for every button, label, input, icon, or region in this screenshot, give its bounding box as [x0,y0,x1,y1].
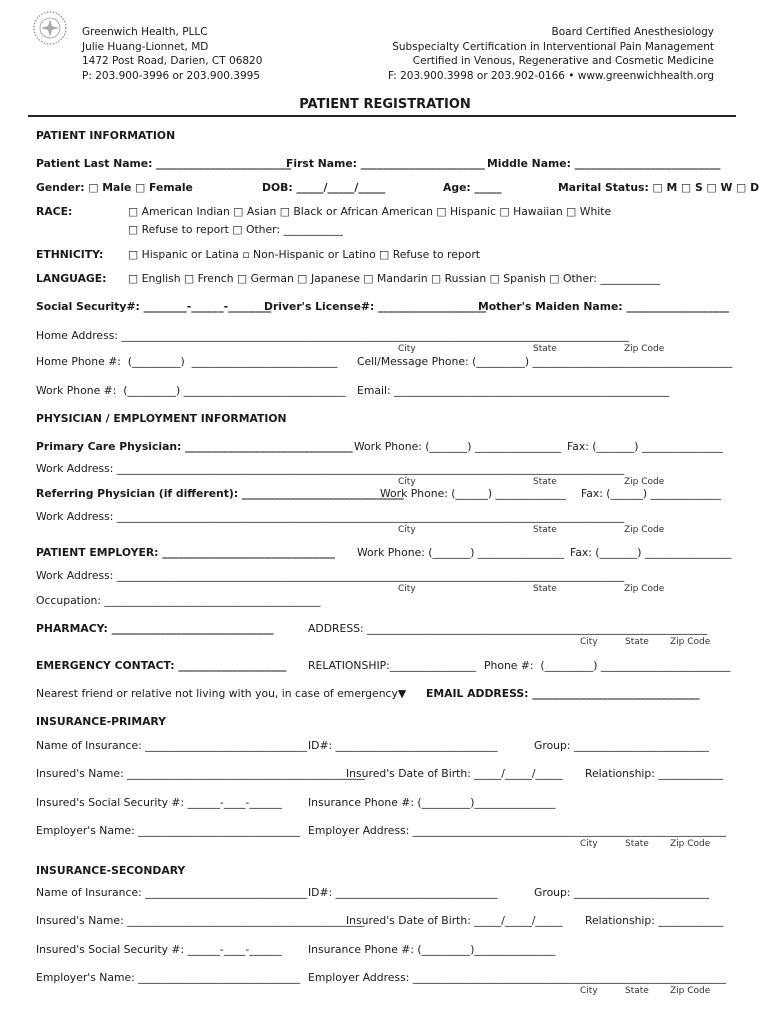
form-field[interactable]: Work Address: ______________________________________________________________________________________________ [36,462,625,475]
practice-info-line: 1472 Post Road, Darien, CT 06820 [82,55,263,67]
form-field[interactable]: Fax: (_______) _______________ [567,440,723,453]
form-field[interactable]: DOB: _____/_____/_____ [262,181,386,194]
form-field[interactable]: Mother's Maiden Name: ___________________ [478,300,729,313]
address-sublabel: Zip Code [670,839,711,849]
form-field[interactable]: Insurance Phone #: (_________)_______________ [308,943,556,956]
form-field[interactable]: PATIENT EMPLOYER: ________________________________ [36,546,336,559]
form-field[interactable]: Home Phone #: (_________) ___________________________ [36,355,338,368]
address-sublabel: State [533,584,557,594]
form-field[interactable]: □ American Indian □ Asian □ Black or African American □ Hispanic □ Hawaiian □ White [128,205,612,218]
form-field[interactable]: Referring Physician (if different): ______________________________ [36,487,404,500]
form-field[interactable]: Work Address: ______________________________________________________________________________________________ [36,569,625,582]
address-sublabel: Zip Code [624,525,665,535]
form-field[interactable]: □ Refuse to report □ Other: ___________ [128,223,343,236]
form-field[interactable]: Insured's Date of Birth: _____/_____/_____ [346,914,563,927]
address-sublabel: State [533,344,557,354]
section-heading: PHYSICIAN / EMPLOYMENT INFORMATION [36,412,287,425]
address-sublabel: State [625,637,649,647]
form-field[interactable]: Group: _________________________ [534,739,709,752]
form-field[interactable]: EMAIL ADDRESS: _______________________________ [426,687,700,700]
address-sublabel: City [580,986,598,996]
form-field[interactable]: Insured's Social Security #: ______-____-______ [36,796,282,809]
form-field[interactable]: ID#: ______________________________ [308,886,498,899]
address-sublabel: Zip Code [624,477,665,487]
form-field[interactable]: Employer's Name: ______________________________ [36,824,301,837]
form-field[interactable]: Work Phone #: (_________) ______________________________ [36,384,346,397]
address-sublabel: Zip Code [624,584,665,594]
form-field[interactable]: LANGUAGE: [36,272,107,285]
title-rule [28,115,736,117]
address-sublabel: State [533,525,557,535]
form-field[interactable]: Name of Insurance: ______________________________ [36,739,308,752]
form-field[interactable]: Fax: (______) _____________ [581,487,721,500]
practice-info-line: Greenwich Health, PLLC [82,26,208,38]
form-field[interactable]: Employer's Name: ______________________________ [36,971,301,984]
form-field[interactable]: Insured's Name: ____________________________________________ [36,767,365,780]
page-title: PATIENT REGISTRATION [299,97,471,112]
form-field[interactable]: Relationship: ____________ [585,767,724,780]
form-field[interactable]: Insured's Name: ____________________________________________ [36,914,365,927]
form-field[interactable]: Work Phone: (_______) ________________ [354,440,562,453]
form-field[interactable]: Email: ___________________________________________________ [357,384,670,397]
credentials-line: Board Certified Anesthesiology [551,26,714,38]
form-field[interactable]: ETHNICITY: [36,248,104,261]
form-field[interactable]: Name of Insurance: ______________________________ [36,886,308,899]
form-field[interactable]: Work Phone: (_______) ________________ [357,546,565,559]
form-field[interactable]: Employer Address: __________________________________________________________ [308,971,726,984]
credentials-line: Certified in Venous, Regenerative and Cosmetic Medicine [412,55,714,67]
address-sublabel: Zip Code [670,637,711,647]
form-field[interactable]: EMERGENCY CONTACT: ____________________ [36,659,287,672]
address-sublabel: Zip Code [670,986,711,996]
form-field[interactable]: Social Security#: ________-______-________ [36,300,272,313]
address-sublabel: City [398,525,416,535]
address-sublabel: City [398,477,416,487]
address-sublabel: Zip Code [624,344,665,354]
credentials-line: Subspecialty Certification in Interventional Pain Management [392,40,714,53]
practice-info-line: Julie Huang-Lionnet, MD [82,40,209,53]
section-heading: PATIENT INFORMATION [36,129,176,142]
form-field[interactable]: Home Address: ______________________________________________________________________________________________ [36,329,629,342]
form-field[interactable]: Primary Care Physician: _______________________________ [36,440,353,453]
form-field[interactable]: Occupation: ________________________________________ [36,594,321,607]
form-field[interactable]: Work Phone: (______) _____________ [380,487,566,500]
form-field[interactable]: PHARMACY: ______________________________ [36,622,274,635]
address-sublabel: City [580,637,598,647]
form-field[interactable]: Patient Last Name: _________________________ [36,157,292,170]
form-field[interactable]: □ Hispanic or Latina ▫ Non-Hispanic or Latino □ Refuse to report [128,248,480,261]
section-heading: INSURANCE-PRIMARY [36,715,166,728]
form-field[interactable]: ADDRESS: _______________________________________________________________ [308,622,708,635]
address-sublabel: State [533,477,557,487]
form-field[interactable]: Relationship: ____________ [585,914,724,927]
form-field[interactable]: □ English □ French □ German □ Japanese □ Mandarin □ Russian □ Spanish □ Other: ___________ [128,272,660,285]
practice-info-line: P: 203.900-3996 or 203.900.3995 [82,69,261,82]
form-field[interactable]: Insured's Social Security #: ______-____-______ [36,943,282,956]
form-field[interactable]: Gender: □ Male □ Female [36,181,193,194]
section-heading: INSURANCE-SECONDARY [36,864,186,877]
form-field[interactable]: Age: _____ [443,181,502,194]
address-sublabel: City [580,839,598,849]
form-field[interactable]: Nearest friend or relative not living with you, in case of emergency▼ [36,687,407,700]
form-field[interactable]: Insured's Date of Birth: _____/_____/_____ [346,767,563,780]
form-field[interactable]: RELATIONSHIP:________________ [308,659,477,672]
form-field[interactable]: ID#: ______________________________ [308,739,498,752]
form-field[interactable]: Phone #: (_________) ________________________ [484,659,731,672]
form-field[interactable]: Fax: (_______) ________________ [570,546,732,559]
form-field[interactable]: Middle Name: ___________________________ [487,157,721,170]
form-field[interactable]: First Name: _______________________ [286,157,485,170]
form-field[interactable]: RACE: [36,205,73,218]
seal-logo-icon [32,10,68,46]
credentials-line: F: 203.900.3998 or 203.902-0166 • www.greenwichhealth.org [388,69,714,82]
form-field[interactable]: Insurance Phone #: (_________)_______________ [308,796,556,809]
address-sublabel: City [398,584,416,594]
form-field[interactable]: Cell/Message Phone: (_________) _____________________________________ [357,355,733,368]
form-field[interactable]: Employer Address: __________________________________________________________ [308,824,726,837]
form-field[interactable]: Group: _________________________ [534,886,709,899]
address-sublabel: State [625,986,649,996]
form-field[interactable]: Work Address: ______________________________________________________________________________________________ [36,510,625,523]
address-sublabel: City [398,344,416,354]
form-field[interactable]: Driver's License#: ____________________ [264,300,486,313]
form-field[interactable]: Marital Status: □ M □ S □ W □ D [558,181,760,194]
address-sublabel: State [625,839,649,849]
